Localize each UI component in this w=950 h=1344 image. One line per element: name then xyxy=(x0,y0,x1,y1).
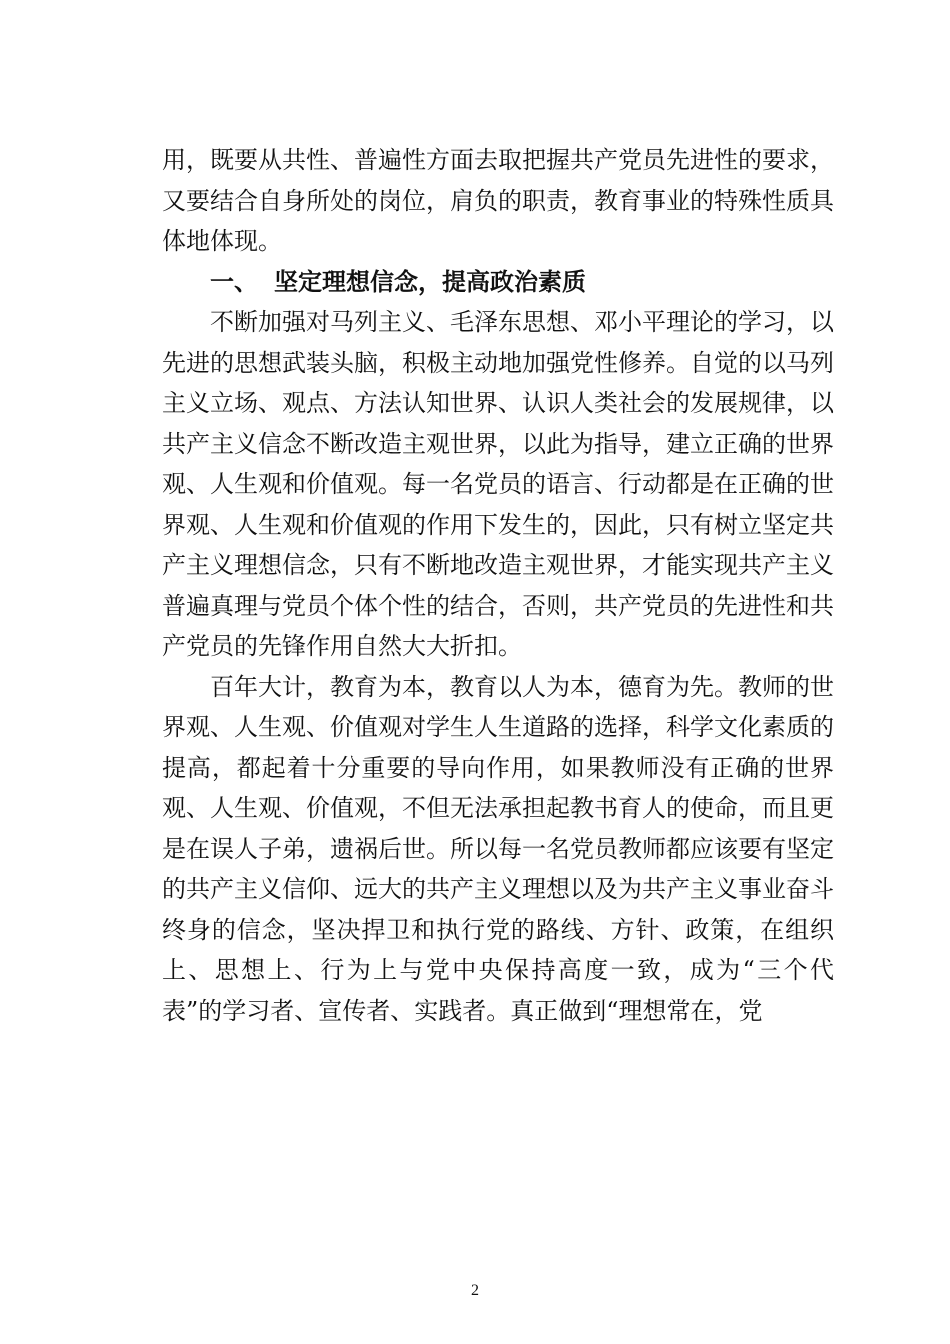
paragraph-continued: 用，既要从共性、普遍性方面去取把握共产党员先进性的要求，又要结合自身所处的岗位，肩负的职责，教育事业的特殊性质具体地体现。 xyxy=(162,146,834,255)
section-number: 一、 xyxy=(210,267,258,296)
page-number: 2 xyxy=(471,1282,479,1299)
paragraph: 不断加强对马列主义、毛泽东思想、邓小平理论的学习，以先进的思想武装头脑，积极主动地加强党性修养。自觉的以马列主义立场、观点、方法认知世界、认识人类社会的发展规律，以共产主义信念不断改造主观世界，以此为指导，建立正确的世界观、人生观和价值观。每一名党员的语言、行动都是在正确的世界观、人生观和价值观的作用下发生的，因此，只有树立坚定共产主义理想信念，只有不断地改造主观世界，才能实现共产主义普遍真理与党员个体个性的结合，否则，共产党员的先进性和共产党员的先锋作用自然大大折扣。 xyxy=(162,308,834,660)
section-heading xyxy=(162,262,834,303)
paragraph: 百年大计，教育为本，教育以人为本，德育为先。教师的世界观、人生观、价值观对学生人生道路的选择，科学文化素质的提高，都起着十分重要的导向作用，如果教师没有正确的世界观、人生观、价值观，不但无法承担起教书育人的使命，而且更是在误人子弟，遗祸后世。所以每一名党员教师都应该要有坚定的共产主义信仰、远大的共产主义理想以及为共产主义事业奋斗终身的信念，坚决捍卫和执行党的路线、方针、政策，在组织上、思想上、行为上与党中央保持高度一致，成为“三个代表”的学习者、宣传者、实践者。真正做到“理想常在，党 xyxy=(162,672,834,1025)
section-title: 坚定理想信念，提高政治素质 xyxy=(274,267,586,296)
document-body xyxy=(162,140,834,1031)
